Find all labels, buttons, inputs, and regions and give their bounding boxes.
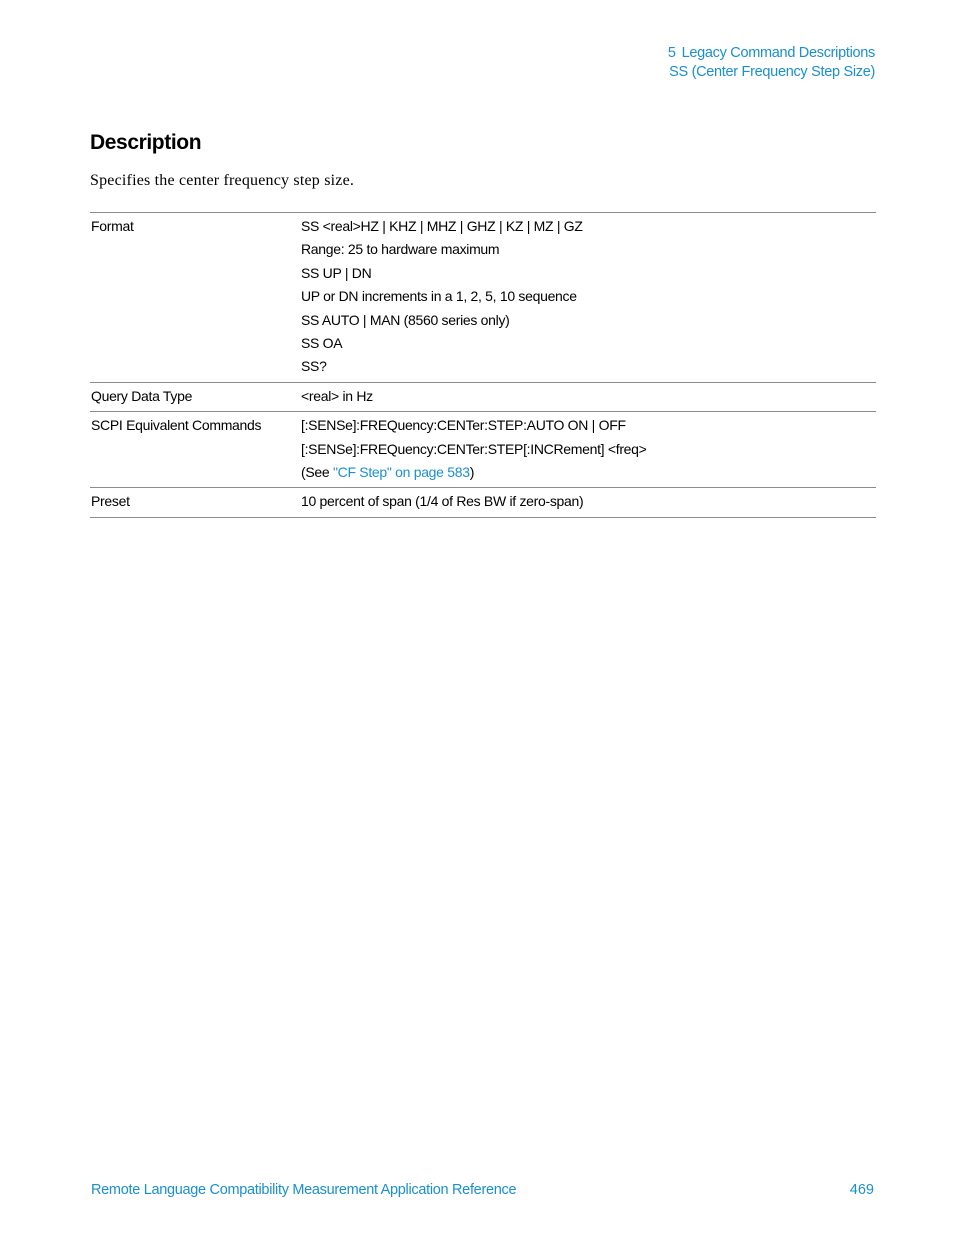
section-header[interactable]: SS (Center Frequency Step Size) [669,64,875,80]
footer-page-number: 469 [849,1182,874,1198]
format-syntax-line: SS <real>HZ | KHZ | MHZ | GHZ | KZ | MZ | GZ [301,218,583,234]
description-text: Specifies the center frequency step size. [90,172,355,189]
description-heading: Description [90,131,202,154]
running-header [668,44,875,82]
see-suffix: ) [469,464,475,481]
format-updn-note: UP or DN increments in a 1, 2, 5, 10 sequence [301,288,577,305]
see-prefix: (See [301,464,333,481]
scpi-auto-command: [:SENSe]:FREQuency:CENTer:STEP:AUTO ON | OFF [301,417,626,434]
format-range-line: Range: 25 to hardware maximum [301,241,500,258]
row-label: Query Data Type [91,387,193,404]
row-values [301,490,876,513]
query-type-value: <real> in Hz [301,387,373,404]
chapter-number: 5 [667,45,676,61]
row-label: Preset [91,493,130,510]
preset-value: 10 percent of span (1/4 of Res BW if zero-span) [301,493,584,510]
table-row-preset [90,488,876,517]
see-also-line [301,461,876,484]
table-row-scpi-equivalent [90,412,876,488]
format-auto-line: SS AUTO | MAN (8560 series only) [301,311,510,328]
command-spec-table [90,212,876,518]
row-values [301,215,876,379]
row-label: SCPI Equivalent Commands [91,417,262,434]
scpi-increment-command: [:SENSe]:FREQuency:CENTer:STEP[:INCRement] <freq> [301,440,647,457]
cf-step-link[interactable]: "CF Step" on page 583 [332,464,470,481]
format-oa-line: SS OA [301,335,343,352]
format-query-line: SS? [301,358,327,375]
table-row-query-data-type [90,383,876,412]
chapter-title: Legacy Command Descriptions [681,45,875,61]
format-updn-line: SS UP | DN [301,264,372,281]
row-values [301,414,876,484]
row-values [301,385,876,408]
chapter-header[interactable] [668,44,875,63]
row-label: Format [91,218,134,234]
table-row-format [90,213,876,383]
footer-document-title: Remote Language Compatibility Measurement Application Reference [91,1182,517,1198]
